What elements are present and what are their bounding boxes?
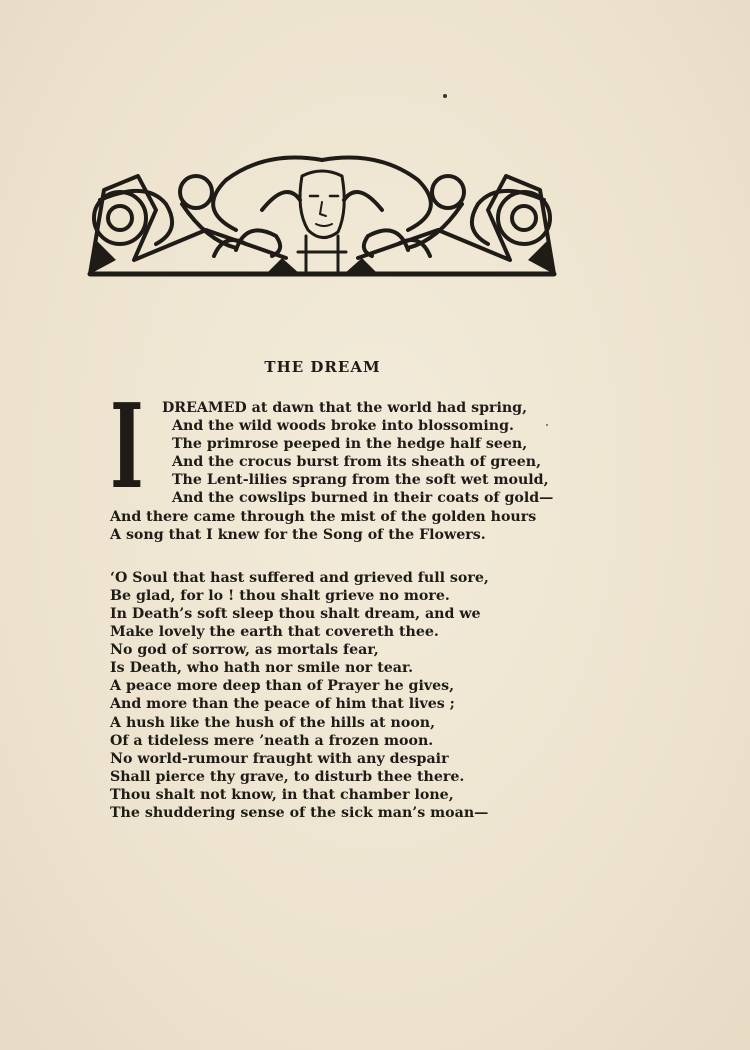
poem-line: No god of sorrow, as mortals fear, bbox=[110, 642, 379, 659]
poem-line: Is Death, who hath nor smile nor tear. bbox=[110, 660, 414, 677]
poem-line: ‘O Soul that hast suffered and grieved full sore, bbox=[110, 569, 489, 586]
poem-line: And the wild woods broke into blossoming. bbox=[172, 418, 514, 435]
poem-line: And there came through the mist of the golden hours bbox=[110, 508, 537, 525]
poem-line: DREAMED at dawn that the world had spring, bbox=[162, 400, 528, 416]
stanza bbox=[110, 379, 580, 544]
poem-line: Thou shalt not know, in that chamber lone, bbox=[110, 786, 454, 803]
poem-line: Be glad, for lo ! thou shalt grieve no more. bbox=[110, 587, 450, 604]
poem-line: Of a tideless mere ’neath a frozen moon. bbox=[110, 732, 434, 749]
poem-line: Shall pierce thy grave, to disturb thee there. bbox=[110, 768, 465, 785]
poem-line: The primrose peeped in the hedge half seen, bbox=[172, 436, 528, 453]
poem-line: A song that I knew for the Song of the Flowers. bbox=[110, 526, 486, 543]
poem-line: Make lovely the earth that covereth thee. bbox=[110, 624, 439, 641]
poem-line: The Lent-lilies sprang from the soft wet mould, bbox=[172, 472, 549, 489]
ink-speck bbox=[443, 94, 447, 98]
poem-line: In Death’s soft sleep thou shalt dream, and we bbox=[110, 605, 481, 622]
poem-line: And more than the peace of him that lives ; bbox=[110, 696, 455, 713]
poem-line: A peace more deep than of Prayer he gives, bbox=[110, 678, 455, 695]
poem-line: A hush like the hush of the hills at noon, bbox=[110, 714, 436, 731]
celtic-headpiece-with-face-icon bbox=[86, 140, 558, 280]
poem-title: THE DREAM bbox=[264, 358, 381, 376]
poem-line: The shuddering sense of the sick man’s moan— bbox=[110, 804, 489, 821]
poem-body bbox=[110, 379, 580, 822]
poem-line: No world-rumour fraught with any despair bbox=[110, 750, 449, 767]
stanza bbox=[110, 569, 580, 822]
drop-cap: I bbox=[110, 379, 144, 515]
poem-line: And the cowslips burned in their coats of gold— bbox=[172, 490, 554, 507]
poem-line: And the crocus burst from its sheath of green, bbox=[172, 454, 542, 471]
